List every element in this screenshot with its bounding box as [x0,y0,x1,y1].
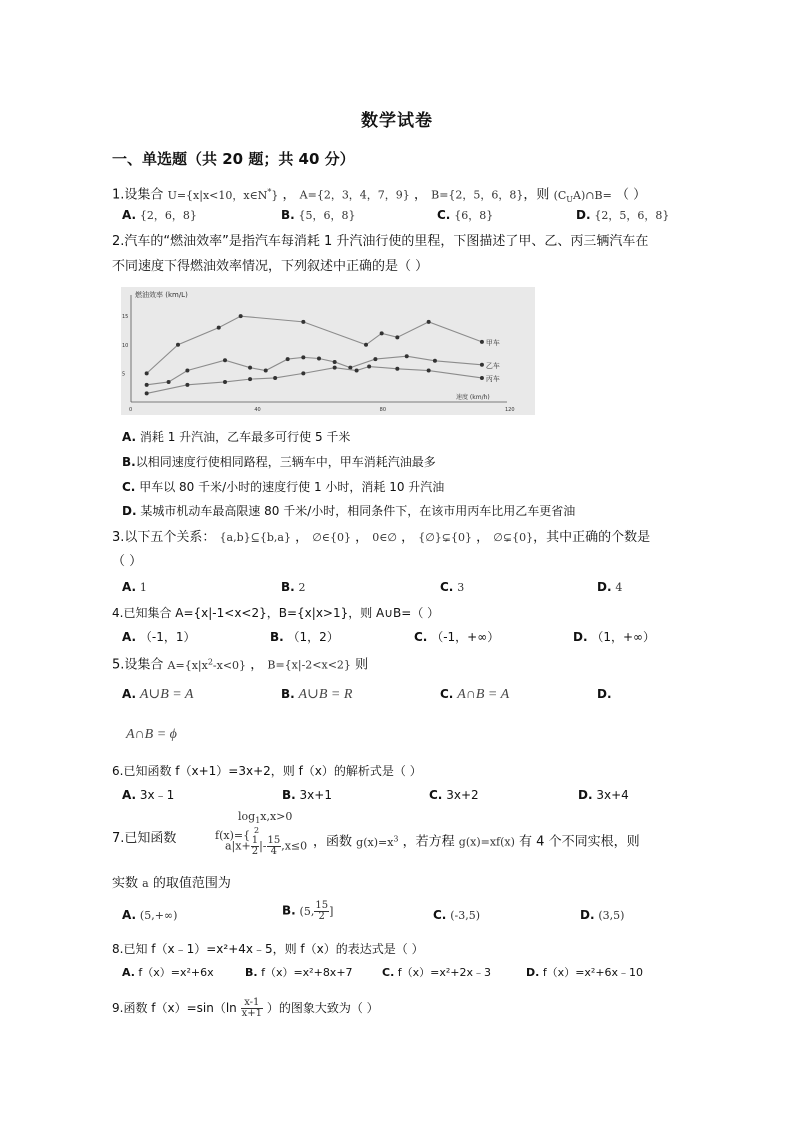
y-tick-label: 10 [122,342,129,349]
question-4: 4.已知集合 A={x|-1<x<2}，B={x|x>1}，则 A∪B=（ ） [112,606,440,620]
question-3: 3.以下五个关系： {a,b}⊆{b,a} ， ∅∈{0} ， 0∈∅ ， {∅}⊊{0} ， ∅⊊{0}，其中正确的个数是 [112,530,651,545]
page-title: 数学试卷 [361,111,433,131]
q8-option-c[interactable]: C. f（x）=x²+2x﹣3 [382,966,492,979]
data-point [248,377,252,381]
q4-option-a[interactable]: A. （-1，1） [122,630,196,644]
y-tick-label: 15 [122,314,129,321]
data-point [248,366,252,370]
piecewise-case-1: $\log_1x,x>0$ [238,810,293,826]
q7-option-c[interactable]: C. (-3,5) [433,908,480,922]
data-point [167,380,171,384]
x-tick-label: 80 [379,407,387,413]
data-point [301,320,305,324]
data-point [333,366,337,370]
data-point [480,363,484,367]
q7-option-d[interactable]: D. (3,5) [580,908,625,922]
q4-option-d[interactable]: D. （1，+∞） [573,630,656,644]
q2-option-c[interactable]: C. 甲车以 80 千米/小时的速度行使 1 小时，消耗 10 升汽油 [122,480,445,494]
question-6: 6.已知函数 f（x+1）=3x+2，则 f（x）的解析式是（ ） [112,764,422,778]
q6-option-c[interactable]: C. 3x+2 [429,788,479,802]
question-9: 9.函数 f（x）=sin（ln $\frac{x-1}{x+1}$ ）的图象大致为（ ） [112,997,379,1019]
piecewise-f-left: f(x)={ [215,829,251,842]
relation-1: {a,b}⊆{b,a} [219,531,291,544]
series-label: 丙车 [485,374,500,383]
data-point [223,380,227,384]
data-point [223,358,227,362]
q5-option-c[interactable]: C. A∩B = A [440,687,510,702]
q8-option-d[interactable]: D. f（x）=x²+6x﹣10 [526,966,644,979]
data-point [301,371,305,375]
function-g: $g(x)=x^3$ [356,834,399,849]
data-point [239,314,243,318]
set-expression: $(C_UA)\cap B=$ [553,188,612,204]
relation-3: 0∈∅ [372,531,397,544]
data-point [405,354,409,358]
question-1: 1.设集合 U={x|x<10，x∈N*} ， A={2，3，4，7，9} ， B={2，5，6，8}，则 $(C_UA)\cap B=$ （ ） [112,187,647,204]
q5-option-a[interactable]: A. A∪B = A [122,687,194,702]
data-point [185,369,189,373]
question-7-line-2: 实数 a 的取值范围为 [112,876,231,891]
data-point [380,331,384,335]
series-line-2 [147,367,482,394]
set-a: A={2，3，4，7，9} [299,188,410,202]
q8-option-b[interactable]: B. f（x）=x²+8x+7 [245,966,353,979]
data-point [301,355,305,359]
data-point [395,335,399,339]
q5-option-b[interactable]: B. A∪B = R [281,687,353,702]
x-tick-label: 0 [129,407,133,413]
data-point [217,326,221,330]
y-tick-label: 5 [122,371,126,378]
chart-svg [121,287,535,415]
q4-option-b[interactable]: B. （1，2） [270,630,339,644]
data-point [145,383,149,387]
data-point [176,343,180,347]
data-point [273,376,277,380]
q8-option-a[interactable]: A. f（x）=x²+6x [122,966,214,979]
x-tick-label: 120 [505,407,515,413]
q2-option-d[interactable]: D. 某城市机动车最高限速 80 千米/小时，相同条件下，在该市用丙车比用乙车更省油 [122,504,576,518]
data-point [433,359,437,363]
q5-option-d-formula[interactable]: A∩B = ϕ [126,727,177,742]
q3-option-a[interactable]: A. 1 [122,580,147,594]
piecewise-case-2: a|x+ $\frac{1}{2}$ |- $\frac{15}{4}$ ,x≤0 [225,835,308,857]
data-point [355,369,359,373]
question-2-line-1: 2.汽车的“燃油效率”是指汽车每消耗 1 升汽油行使的里程，下图描述了甲、乙、丙三辆汽车在 [112,234,649,249]
data-point [317,357,321,361]
data-point [367,365,371,369]
set-u: U={x|x<10，x∈N*} [167,187,279,202]
chart-ylabel: 燃油效率 (km/L) [135,291,188,299]
question-8: 8.已知 f（x﹣1）=x²+4x﹣5，则 f（x）的表达式是（ ） [112,942,424,956]
series-label: 乙车 [485,361,500,370]
relation-2: ∅∈{0} [312,531,351,544]
data-point [395,367,399,371]
question-7-lead: 7.已知函数 [112,831,177,846]
series-label: 甲车 [485,338,500,347]
data-point [145,391,149,395]
data-point [145,371,149,375]
question-5: 5.设集合 $A=\{x|x^2-x<0\}$ ， B={x|-2<x<2} 则 [112,657,369,673]
q1-option-c[interactable]: C. {6，8} [437,208,494,222]
q3-option-d[interactable]: D. 4 [597,580,623,594]
q1-option-b[interactable]: B. {5，6，8} [281,208,356,222]
data-point [373,357,377,361]
relation-5: ∅⊊{0} [493,531,534,544]
data-point [333,360,337,364]
fraction-x: $\frac{x-1}{x+1}$ [241,997,262,1019]
data-point [185,383,189,387]
chart-xlabel: 速度 (km/h) [456,394,490,401]
q4-option-c[interactable]: C. （-1，+∞） [414,630,500,644]
series-line-0 [147,316,482,373]
set-a-def: $A=\{x|x^2-x<0\}$ [167,657,247,672]
data-point [364,343,368,347]
set-b: B={2，5，6，8} [431,188,524,202]
section-heading: 一、单选题（共 20 题；共 40 分） [112,150,355,168]
piecewise-log-base: 2 [254,826,260,835]
question-2-line-2: 不同速度下得燃油效率情况，下列叙述中正确的是（ ） [112,259,429,274]
fuel-efficiency-chart [121,287,535,415]
question-3-line-2: （ ） [112,554,143,569]
data-point [480,376,484,380]
set-b-def: B={x|-2<x<2} [267,658,351,672]
data-point [286,357,290,361]
q1-option-a[interactable]: A. {2，6，8} [122,208,197,222]
q3-option-b[interactable]: B. 2 [281,580,306,594]
q7-option-a[interactable]: A. (5,+∞) [122,908,178,922]
question-7-rest: ，函数 $g(x)=x^3$ ，若方程 g(x)=xf(x) 有 4 个不同实根，则 [313,834,640,850]
data-point [427,320,431,324]
data-point [427,369,431,373]
q1-option-d[interactable]: D. {2，5，6，8} [576,208,670,222]
q3-option-c[interactable]: C. 3 [440,580,465,594]
relation-4: {∅}⊊{0} [418,531,473,544]
q2-option-a[interactable]: A. 消耗 1 升汽油，乙车最多可行使 5 千米 [122,430,351,444]
q6-option-d[interactable]: D. 3x+4 [578,788,629,802]
q7-option-b[interactable]: B. (5, $\frac{15}{2}$ ] [282,900,334,922]
q6-option-b[interactable]: B. 3x+1 [282,788,332,802]
q5-option-d[interactable]: D. [597,687,612,701]
x-tick-label: 40 [254,407,261,413]
data-point [480,340,484,344]
data-point [264,369,268,373]
q2-option-b[interactable]: B.以相同速度行使相同路程，三辆车中，甲车消耗汽油最多 [122,455,436,469]
equation: g(x)=xf(x) [458,835,515,849]
q6-option-a[interactable]: A. 3x﹣1 [122,788,175,802]
